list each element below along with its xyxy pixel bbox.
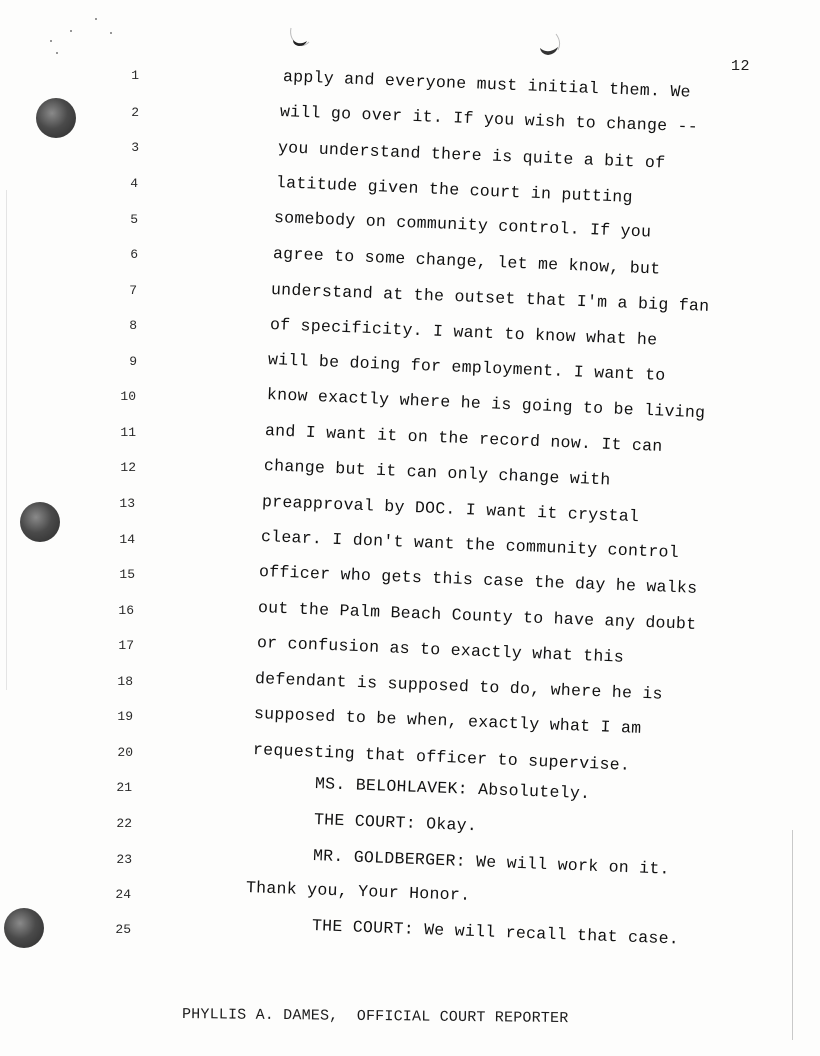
line-number: 16 <box>118 603 134 618</box>
line-number: 25 <box>115 922 131 937</box>
transcript-line: latitude given the court in putting <box>275 173 634 207</box>
transcript-line: THE COURT: We will recall that case. <box>311 916 680 949</box>
transcript-line: know exactly where he is going to be living <box>266 385 706 423</box>
line-number: 19 <box>117 709 133 724</box>
line-number: 3 <box>131 140 139 155</box>
transcript-line: Thank you, Your Honor. <box>245 878 471 905</box>
line-number: 6 <box>130 247 138 262</box>
line-number: 2 <box>131 105 139 120</box>
transcript-line: will be doing for employment. I want to <box>267 350 666 385</box>
line-number: 22 <box>116 816 132 831</box>
transcript-line: somebody on community control. If you <box>273 208 652 242</box>
punch-hole <box>20 502 60 542</box>
transcript-line: understand at the outset that I'm a big fan <box>270 280 710 316</box>
line-number: 5 <box>130 212 138 227</box>
line-number: 13 <box>119 496 135 511</box>
transcript-line: apply and everyone must initial them. We <box>282 67 692 102</box>
page-edge-line <box>792 830 793 1040</box>
line-number: 12 <box>120 460 136 475</box>
transcript-line: supposed to be when, exactly what I am <box>253 704 642 738</box>
page-number: 12 <box>731 58 751 75</box>
line-number: 24 <box>115 887 131 902</box>
line-number: 17 <box>118 638 134 653</box>
page-edge-line <box>6 190 7 690</box>
scan-speck <box>50 40 52 42</box>
binding-mark-icon <box>536 32 562 58</box>
transcript-line: will go over it. If you wish to change -- <box>279 102 699 137</box>
transcript-line: change but it can only change with <box>263 456 611 490</box>
line-number: 20 <box>117 745 133 760</box>
line-number: 8 <box>129 318 137 333</box>
line-number: 1 <box>131 68 139 83</box>
transcript-line: out the Palm Beach County to have any doubt <box>257 598 697 634</box>
line-number: 18 <box>117 674 133 689</box>
scan-speck <box>70 30 72 32</box>
transcript-line: you understand there is quite a bit of <box>277 138 666 173</box>
court-reporter-footer: PHYLLIS A. DAMES, OFFICIAL COURT REPORTER <box>181 1006 569 1028</box>
transcript-line: or confusion as to exactly what this <box>256 633 625 667</box>
transcript-line: defendant is supposed to do, where he is <box>254 669 664 704</box>
transcript-line: agree to some change, let me know, but <box>272 244 661 279</box>
scan-speck <box>110 32 112 34</box>
transcript-line: preapproval by DOC. I want it crystal <box>261 492 640 527</box>
transcript-line: of specificity. I want to know what he <box>269 315 658 350</box>
line-number: 15 <box>119 567 135 582</box>
line-number: 10 <box>120 389 136 404</box>
punch-hole <box>4 908 44 948</box>
line-number: 9 <box>129 354 137 369</box>
line-number: 7 <box>129 283 137 298</box>
line-number: 21 <box>116 780 132 795</box>
line-number: 4 <box>130 176 138 191</box>
line-number: 23 <box>116 852 132 867</box>
transcript-line: MR. GOLDBERGER: We will work on it. <box>312 846 671 879</box>
transcript-line: MS. BELOHLAVEK: Absolutely. <box>314 774 591 804</box>
binding-mark-icon <box>287 24 313 50</box>
line-number: 11 <box>120 425 136 440</box>
line-number: 14 <box>119 532 135 547</box>
punch-hole <box>36 98 76 138</box>
transcript-line: and I want it on the record now. It can <box>264 421 663 456</box>
transcript-line: THE COURT: Okay. <box>313 810 478 836</box>
scan-speck <box>95 18 97 20</box>
scan-speck <box>56 52 58 54</box>
transcript-line: clear. I don't want the community control <box>260 527 680 563</box>
transcript-line: officer who gets this case the day he walks <box>258 562 698 598</box>
transcript-line: requesting that officer to supervise. <box>252 740 631 775</box>
